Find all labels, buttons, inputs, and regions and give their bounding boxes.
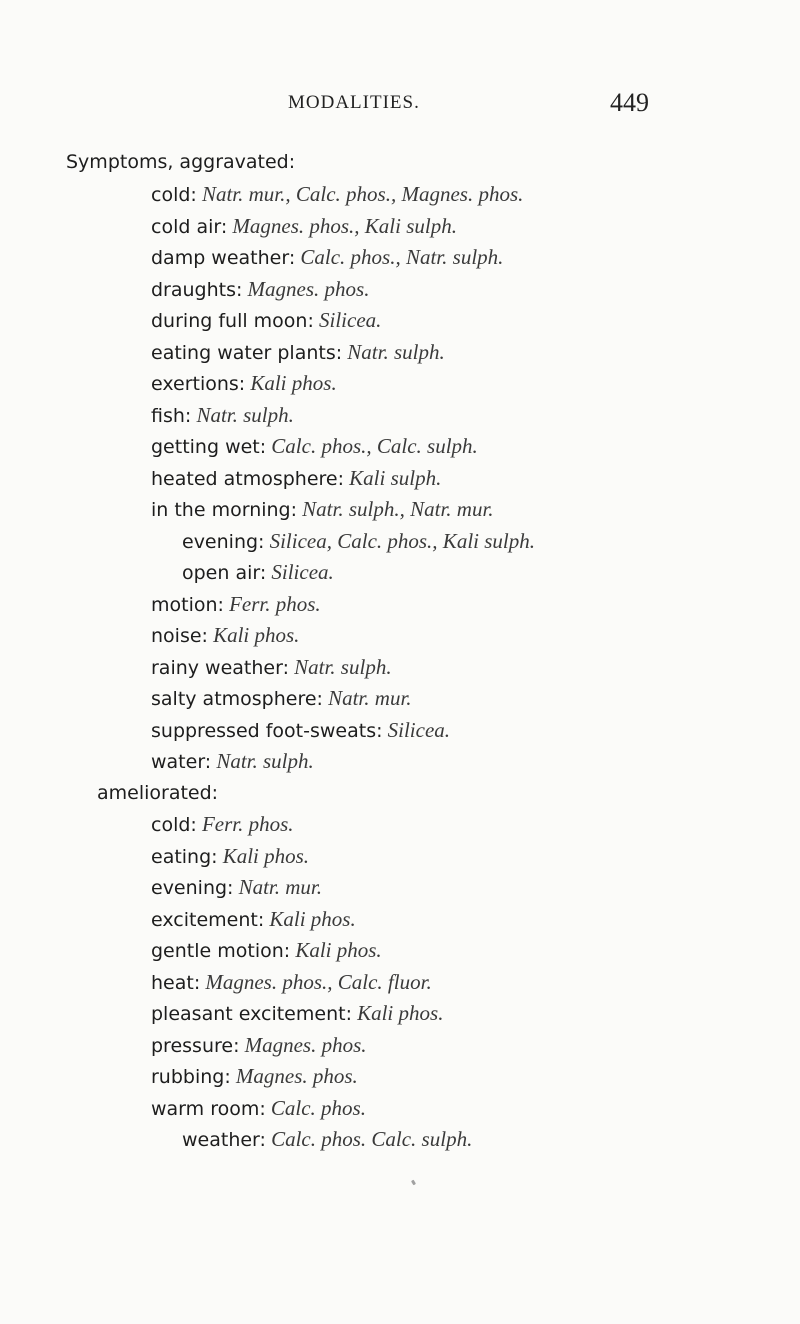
list-item: weather: Calc. phos. Calc. sulph. [182, 1127, 473, 1151]
page-number: 449 [610, 88, 649, 117]
list-item: open air: Silicea. [182, 560, 334, 584]
list-item: exertions: Kali phos. [151, 371, 337, 395]
list-item: rainy weather: Natr. sulph. [151, 655, 392, 679]
list-item: noise: Kali phos. [151, 623, 300, 647]
list-item: water: Natr. sulph. [151, 749, 314, 773]
running-head: MODALITIES. [288, 92, 420, 113]
section-heading: Symptoms, aggravated: [66, 151, 296, 173]
ink-mark [411, 1180, 416, 1186]
list-item: pressure: Magnes. phos. [151, 1033, 367, 1057]
list-item: heat: Magnes. phos., Calc. fluor. [151, 970, 432, 994]
list-item: getting wet: Calc. phos., Calc. sulph. [151, 434, 478, 458]
list-item: motion: Ferr. phos. [151, 592, 321, 616]
list-item: pleasant excitement: Kali phos. [151, 1001, 444, 1025]
list-item: draughts: Magnes. phos. [151, 277, 370, 301]
list-item: warm room: Calc. phos. [151, 1096, 366, 1120]
list-item: heated atmosphere: Kali sulph. [151, 466, 442, 490]
list-item: evening: Natr. mur. [151, 875, 323, 899]
list-item: rubbing: Magnes. phos. [151, 1064, 358, 1088]
subsection-heading: ameliorated: [97, 782, 219, 804]
list-item: damp weather: Calc. phos., Natr. sulph. [151, 245, 504, 269]
list-item: evening: Silicea, Calc. phos., Kali sulph. [182, 529, 535, 553]
list-item: eating water plants: Natr. sulph. [151, 340, 445, 364]
list-item: in the morning: Natr. sulph., Natr. mur. [151, 497, 494, 521]
list-item: suppressed foot-sweats: Silicea. [151, 718, 451, 742]
list-item: cold: Natr. mur., Calc. phos., Magnes. phos. [151, 182, 524, 206]
list-item: during full moon: Silicea. [151, 308, 382, 332]
list-item: cold air: Magnes. phos., Kali sulph. [151, 214, 457, 238]
list-item: cold: Ferr. phos. [151, 812, 294, 836]
list-item: eating: Kali phos. [151, 844, 310, 868]
list-item: fish: Natr. sulph. [151, 403, 294, 427]
list-item: gentle motion: Kali phos. [151, 938, 382, 962]
list-item: salty atmosphere: Natr. mur. [151, 686, 412, 710]
list-item: excitement: Kali phos. [151, 907, 356, 931]
